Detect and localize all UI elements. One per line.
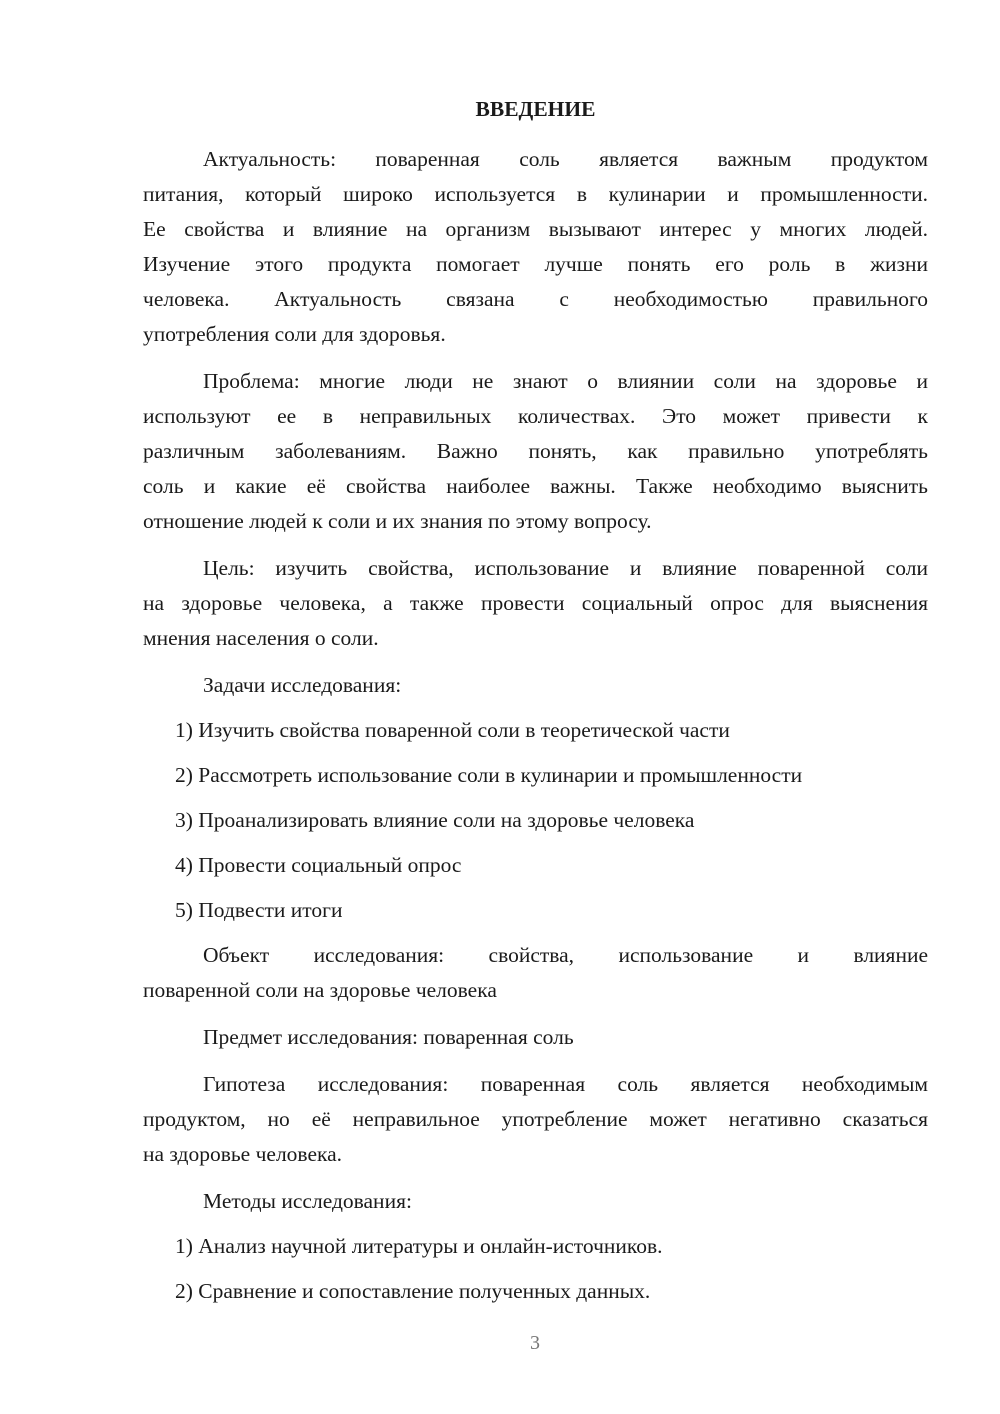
tasks-heading: [143, 668, 928, 703]
text-line: Задачи исследования:: [203, 673, 402, 697]
text-line: Объект исследования: свойства, использование и влияние: [203, 943, 928, 967]
list-item: 1) Изучить свойства поваренной соли в теоретической части: [175, 718, 730, 742]
document-page: [143, 92, 928, 1319]
problem-paragraph: [143, 364, 928, 539]
text-line: используют ее в неправильных количествах. Это может привести к: [143, 404, 928, 428]
methods-list: [143, 1229, 928, 1309]
text-line: Предмет исследования: поваренная соль: [203, 1025, 574, 1049]
text-line: различным заболеваниям. Важно понять, как правильно употреблять: [143, 439, 928, 463]
text-line: Проблема: многие люди не знают о влиянии соли на здоровье и: [203, 369, 928, 393]
text-line: человека. Актуальность связана с необходимостью правильного: [143, 287, 928, 311]
text-line: Методы исследования:: [203, 1189, 412, 1213]
page-number: 3: [530, 1332, 540, 1354]
hypothesis-paragraph: [143, 1067, 928, 1172]
tasks-list: [143, 713, 928, 928]
goal-paragraph: [143, 551, 928, 656]
text-line: отношение людей к соли и их знания по этому вопросу.: [143, 509, 652, 533]
text-line: питания, который широко используется в кулинарии и промышленности.: [143, 182, 928, 206]
list-item: 2) Сравнение и сопоставление полученных данных.: [175, 1279, 651, 1303]
list-item: 5) Подвести итоги: [175, 898, 343, 922]
text-line: соль и какие её свойства наиболее важны. Также необходимо выяснить: [143, 474, 928, 498]
object-paragraph: [143, 938, 928, 1008]
list-item: 1) Анализ научной литературы и онлайн-источников.: [175, 1234, 663, 1258]
text-line: Цель: изучить свойства, использование и влияние поваренной соли: [203, 556, 928, 580]
list-item: 3) Проанализировать влияние соли на здоровье человека: [175, 808, 695, 832]
text-line: на здоровье человека, а также провести социальный опрос для выяснения: [143, 591, 928, 615]
text-line: продуктом, но её неправильное употребление может негативно сказаться: [143, 1107, 928, 1131]
relevance-paragraph: [143, 142, 928, 352]
text-line: употребления соли для здоровья.: [143, 322, 446, 346]
text-line: мнения населения о соли.: [143, 626, 379, 650]
text-line: Ее свойства и влияние на организм вызывают интерес у многих людей.: [143, 217, 928, 241]
text-line: поваренной соли на здоровье человека: [143, 978, 497, 1002]
text-line: на здоровье человека.: [143, 1142, 343, 1166]
text-line: Изучение этого продукта помогает лучше понять его роль в жизни: [143, 252, 928, 276]
list-item: 4) Провести социальный опрос: [175, 853, 462, 877]
subject-paragraph: [143, 1020, 928, 1055]
list-item: 2) Рассмотреть использование соли в кулинарии и промышленности: [175, 763, 803, 787]
methods-heading: [143, 1184, 928, 1219]
text-line: Актуальность: поваренная соль является важным продуктом: [203, 147, 928, 171]
section-title: ВВЕДЕНИЕ: [475, 97, 596, 121]
text-line: Гипотеза исследования: поваренная соль является необходимым: [203, 1072, 928, 1096]
